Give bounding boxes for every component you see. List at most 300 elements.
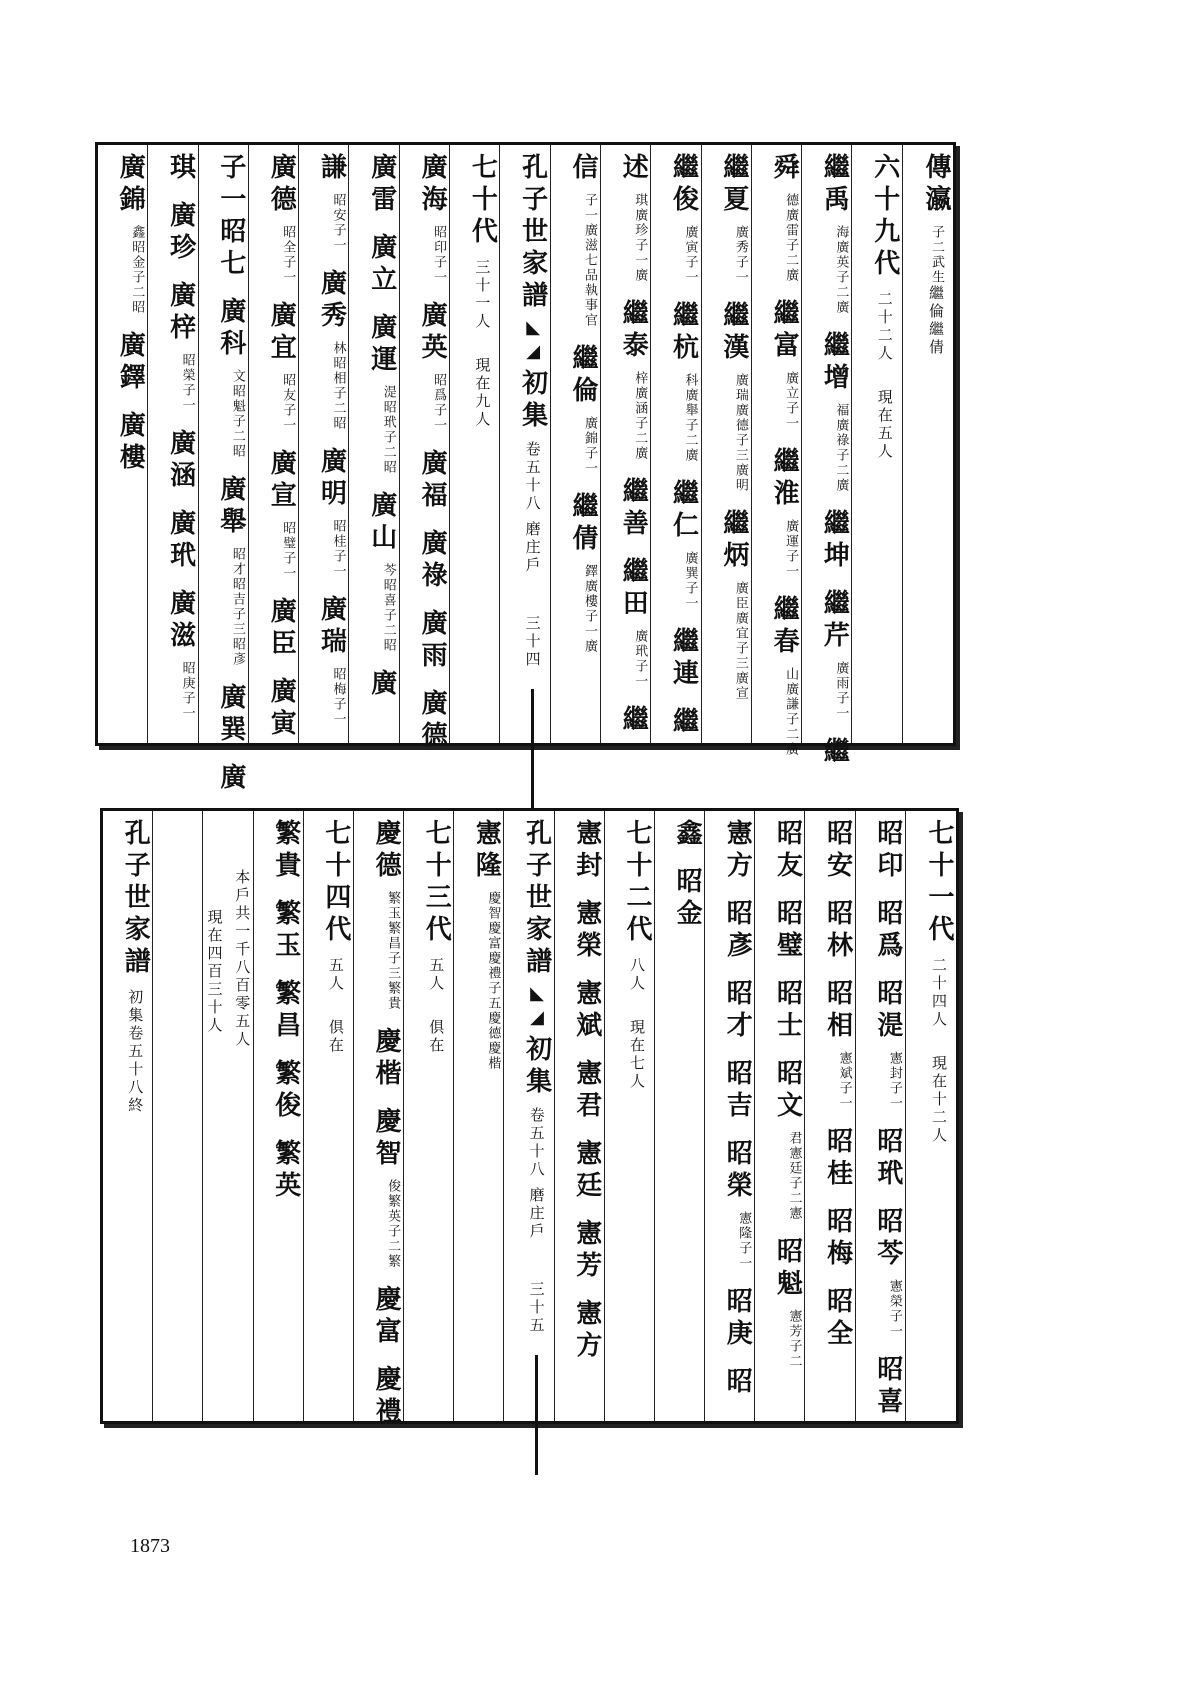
column [906, 811, 956, 1421]
gloss-note [783, 519, 797, 579]
name-entry: 廣雷 [366, 153, 397, 217]
gloss-note [683, 373, 697, 463]
column [903, 145, 953, 743]
name-cell [872, 899, 903, 963]
gloss-note [180, 353, 194, 413]
gloss-line: 子一 [732, 255, 748, 285]
name-entry: 昭芩 [872, 1207, 903, 1271]
name-entry: 廣寅 [266, 677, 297, 741]
column [453, 811, 504, 1421]
gloss-line: 廣瑞廣德 [732, 373, 748, 433]
column-text [907, 153, 949, 737]
column [353, 811, 404, 1429]
gloss-line: 芩昭喜 [380, 563, 396, 608]
name-entry: 昭湜 [872, 979, 903, 1043]
name-cell [270, 1059, 301, 1123]
name-cell [270, 979, 301, 1043]
gloss-note [582, 416, 596, 476]
gloss-line: 子二昭 [380, 430, 396, 475]
column-text [457, 819, 502, 1415]
name-cell [618, 705, 649, 737]
name-entry: 繼富 [769, 299, 800, 363]
name-cell [822, 899, 853, 963]
name-entry: 憲君 [571, 1059, 602, 1123]
gloss-line: 子二 [929, 225, 944, 255]
present-count: 俱在 [326, 1019, 345, 1055]
center-bar [531, 689, 534, 809]
name-entry: 繁貴 [270, 819, 301, 883]
name-cell [316, 595, 347, 727]
household-label: 磨庄戶 [523, 521, 542, 575]
name-entry: 慶楷 [371, 1027, 402, 1091]
column [654, 811, 705, 1421]
name-entry: 昭林 [822, 899, 853, 963]
name-cell [417, 449, 448, 513]
gloss-line: 子二昭 [330, 386, 346, 431]
gloss-line: 子一 [632, 659, 648, 689]
name-cell [417, 689, 448, 753]
name-cell [270, 1139, 301, 1203]
name-entry: 慶智 [371, 1107, 402, 1171]
generation-label: 七十二代 [621, 819, 652, 947]
column [102, 811, 153, 1421]
name-cell [266, 153, 297, 285]
name-cell [822, 1207, 853, 1271]
name-cell [316, 447, 347, 579]
column [751, 145, 802, 757]
name-entry: 廣祿 [417, 529, 448, 593]
name-entry: 昭梅 [822, 1207, 853, 1271]
gloss-line: 子一廣 [581, 609, 597, 654]
gloss-line: 子三昭彥 [229, 607, 245, 667]
name-cell [165, 509, 196, 573]
gloss-note [381, 563, 395, 653]
column [704, 811, 755, 1421]
name-cell [769, 595, 800, 757]
name-cell [366, 233, 397, 297]
gloss-line: 昭爲 [431, 373, 447, 403]
name-entry: 廣錦 [115, 153, 146, 217]
gloss-line: 子一 [280, 403, 296, 433]
name-entry: 繼禹 [819, 153, 850, 217]
name-cell [215, 475, 246, 667]
gloss-note [381, 385, 395, 475]
name-entry: 鑫 [672, 819, 703, 851]
gloss-line: 子一 [179, 691, 195, 721]
gloss-line: 子一廣滋 [581, 193, 597, 253]
column-text [307, 819, 349, 1415]
name-cell [571, 979, 602, 1043]
name-cell [115, 411, 146, 475]
gloss-note [331, 519, 345, 579]
gloss-line: 廣雨 [833, 661, 849, 691]
gloss-line: 廣運 [783, 519, 799, 549]
gloss-line: 廣寅 [682, 225, 698, 255]
gloss-note [633, 371, 647, 461]
column [650, 145, 701, 743]
column-text [403, 153, 448, 753]
name-cell [769, 447, 800, 579]
gloss-line: 廣玳 [632, 629, 648, 659]
gloss-line: 子三繁貴 [385, 951, 401, 1011]
name-cell [718, 509, 749, 701]
end-note: 初集卷五十八終 [126, 989, 145, 1115]
name-list: 繼倫繼倩 [927, 285, 945, 357]
column-text [101, 153, 146, 737]
gloss-line: 昭梅 [330, 667, 346, 697]
name-entry: 廣 [215, 763, 246, 795]
gloss-line: 琪廣珍 [632, 193, 648, 238]
gloss-note [787, 1309, 801, 1369]
collection-name: 初集 [517, 369, 548, 433]
name-cell [215, 763, 246, 795]
name-entry: 繼 [668, 707, 699, 739]
name-cell [769, 153, 800, 283]
leaf-number: 三十四 [523, 615, 542, 669]
name-entry: 述 [618, 153, 649, 185]
name-entry: 廣雨 [417, 609, 448, 673]
name-entry: 憲封 [571, 819, 602, 883]
gloss-note [783, 371, 797, 431]
name-entry: 憲榮 [571, 899, 602, 963]
column [851, 145, 902, 743]
gloss-line: 梓廣涵 [632, 371, 648, 416]
column [348, 145, 399, 743]
name-cell [872, 1127, 903, 1191]
name-entry: 繁英 [270, 1139, 301, 1203]
name-entry: 繁昌 [270, 979, 301, 1043]
gloss-line: 昭桂 [330, 519, 346, 549]
name-entry: 琪 [165, 153, 196, 185]
gloss-line: 子二廣 [833, 270, 849, 315]
column [754, 811, 805, 1421]
name-cell [571, 1059, 602, 1123]
gloss-note [837, 1051, 851, 1111]
gloss-note [331, 667, 345, 727]
gloss-note [787, 1131, 801, 1221]
column-text [859, 819, 903, 1419]
gloss-note [431, 225, 445, 285]
gloss-note [737, 1211, 751, 1271]
gloss-note [331, 341, 345, 431]
name-entry: 廣臣 [266, 597, 297, 661]
book-title: 孔子世家譜 [521, 819, 552, 979]
name-cell [471, 819, 502, 1071]
gloss-line: 子二憲 [786, 1176, 802, 1221]
gloss-line: 林昭相 [330, 341, 346, 386]
gloss-line: 福廣祿 [833, 403, 849, 448]
name-entry: 廣玳 [165, 509, 196, 573]
column [503, 811, 554, 1421]
name-entry: 廣立 [366, 233, 397, 297]
column-text [507, 819, 552, 1415]
gloss-line: 鐸廣樓 [581, 564, 597, 609]
name-cell [722, 1139, 753, 1271]
present-count: 現在七人 [627, 1019, 646, 1091]
name-cell [672, 867, 703, 931]
name-cell [371, 1285, 402, 1349]
column [403, 811, 454, 1421]
generation-label: 七十一代 [924, 819, 954, 947]
name-entry: 繼 [618, 705, 649, 737]
name-entry: 昭璧 [772, 899, 803, 963]
gloss-line: 廣立 [783, 371, 799, 401]
name-cell [165, 201, 196, 265]
column [604, 811, 655, 1421]
name-entry: 廣巽 [215, 683, 246, 747]
name-cell [115, 331, 146, 395]
name-entry: 憲隆 [471, 819, 502, 883]
name-cell [266, 677, 297, 741]
gloss-note [582, 193, 596, 328]
name-entry: 廣瑞 [316, 595, 347, 659]
name-entry: 廣珍 [165, 201, 196, 265]
name-entry: 繼炳 [718, 509, 749, 573]
leaf-number: 三十五 [527, 1281, 546, 1335]
column-text [558, 819, 600, 1415]
name-entry: 憲方 [722, 819, 753, 883]
name-entry: 舜 [769, 153, 800, 185]
column-text [758, 819, 803, 1415]
gloss-line: 子二繁 [385, 1224, 401, 1269]
name-cell [718, 301, 749, 493]
name-cell [571, 819, 602, 883]
name-cell [772, 819, 803, 883]
gloss-line: 子一 [431, 403, 447, 433]
gloss-line: 憲芳 [786, 1309, 802, 1339]
name-cell [668, 479, 699, 611]
name-cell [266, 597, 297, 661]
name-entry: 昭魁 [772, 1237, 803, 1301]
name-cell [772, 1059, 803, 1221]
name-cell [165, 281, 196, 413]
name-cell [571, 1139, 602, 1203]
name-entry: 昭吉 [722, 1059, 753, 1123]
gloss-line: 文昭魁 [229, 369, 245, 414]
name-cell [366, 313, 397, 475]
gloss-note [331, 193, 345, 253]
present-count: 現在五人 [875, 389, 894, 461]
column-text [257, 819, 299, 1415]
gloss-note [281, 521, 295, 581]
gloss-line: 子五慶德慶楷 [485, 981, 501, 1071]
gloss-note [633, 193, 647, 283]
name-entry: 繁玉 [270, 899, 301, 963]
gloss-line: 廣秀 [732, 225, 748, 255]
name-entry: 慶禮 [371, 1365, 402, 1429]
column-text [855, 153, 900, 737]
name-entry: 昭金 [672, 867, 703, 931]
column-text [708, 819, 753, 1415]
column [499, 145, 550, 743]
gloss-line: 繁玉繁昌 [385, 891, 401, 951]
column-text [453, 153, 498, 737]
name-entry: 廣德 [417, 689, 448, 753]
gloss-line: 俊繁英 [385, 1179, 401, 1224]
name-cell [822, 819, 853, 883]
name-entry: 廣運 [366, 313, 397, 377]
gloss-line: 子一 [330, 223, 346, 253]
name-cell [819, 509, 850, 573]
gloss-note [281, 373, 295, 433]
name-cell [822, 1127, 853, 1191]
gloss-line: 昭庚 [179, 661, 195, 691]
column-text [910, 819, 952, 1415]
fish-tail-mark: ◣◢ [526, 983, 548, 1031]
name-cell [567, 344, 598, 476]
gloss-line: 子一 [783, 401, 799, 431]
gloss-note [281, 225, 295, 285]
gloss-note [887, 1279, 901, 1339]
name-entry: 繼漢 [718, 301, 749, 365]
name-entry: 昭榮 [722, 1139, 753, 1203]
gloss-note [733, 225, 747, 285]
name-cell [668, 301, 699, 463]
generation-count: 二十四人 [930, 957, 948, 1029]
name-entry: 廣海 [417, 153, 448, 217]
gloss-line: 昭才昭吉 [229, 547, 245, 607]
gloss-line: 子一 [431, 255, 447, 285]
gloss-line: 德廣雷 [783, 193, 799, 238]
name-cell [266, 301, 297, 433]
generation-count: 三十一人 [473, 259, 492, 331]
column-text [352, 153, 397, 737]
name-entry: 繼倩 [567, 492, 598, 556]
column [801, 145, 852, 769]
name-cell [366, 153, 397, 217]
gloss-line: 鑫昭金 [129, 225, 145, 270]
name-cell [722, 1059, 753, 1123]
name-entry: 昭 [722, 1367, 753, 1399]
gloss-line: 子三廣宣 [732, 641, 748, 701]
present-count: 現在十二人 [930, 1055, 948, 1145]
gloss-note [733, 581, 747, 701]
generation-label: 七十三代 [421, 819, 452, 947]
name-cell [270, 899, 301, 963]
gloss-note [834, 661, 848, 721]
gloss-line: 武生 [929, 255, 944, 285]
gloss-line: 科廣舉 [682, 373, 698, 418]
gloss-note [130, 225, 144, 315]
name-entry: 廣山 [366, 491, 397, 555]
name-entry: 繼春 [769, 595, 800, 659]
name-entry: 廣宜 [266, 301, 297, 365]
column [248, 145, 299, 743]
gloss-line: 子一 [833, 691, 849, 721]
column-text [654, 153, 699, 739]
column-text [156, 819, 198, 1415]
name-cell [215, 683, 246, 747]
gloss-line: 子一 [179, 383, 195, 413]
name-entry: 繼善 [618, 477, 649, 541]
name-entry: 昭才 [722, 979, 753, 1043]
name-cell [872, 979, 903, 1111]
gloss-note [385, 891, 399, 1011]
name-entry: 謙 [316, 153, 347, 185]
gloss-line: 子一 [783, 549, 799, 579]
gloss-line: 子一 [886, 1081, 902, 1111]
name-cell [772, 979, 803, 1043]
name-entry: 昭全 [822, 1287, 853, 1351]
gloss-line: 子一 [280, 551, 296, 581]
gloss-line: 昭印 [431, 225, 447, 255]
gloss-line: 子二昭 [129, 270, 145, 315]
gloss-line: 昭友 [280, 373, 296, 403]
column-text [151, 153, 196, 737]
gloss-line: 子二廣 [833, 448, 849, 493]
column [449, 145, 500, 743]
name-cell [772, 1237, 803, 1369]
name-entry: 廣宣 [266, 449, 297, 513]
gloss-line: 廣巽 [682, 551, 698, 581]
name-entry: 昭士 [772, 979, 803, 1043]
name-cell [668, 707, 699, 739]
column-text [604, 153, 649, 737]
name-cell [165, 153, 196, 185]
bottom-page-panel [100, 808, 959, 1429]
name-cell [165, 429, 196, 493]
name-entry: 繼田 [618, 557, 649, 621]
name-entry: 繼連 [668, 627, 699, 691]
gloss-note [431, 373, 445, 433]
name-entry: 廣 [366, 669, 397, 701]
name-entry: 昭相 [822, 979, 853, 1043]
name-entry: 憲廷 [571, 1139, 602, 1203]
column [97, 145, 148, 743]
generation-label: 七十四代 [320, 819, 351, 947]
name-cell [618, 477, 649, 541]
name-cell [872, 1355, 903, 1419]
column-text [705, 153, 747, 737]
name-cell [772, 899, 803, 963]
gloss-note [834, 225, 848, 315]
name-cell [668, 627, 699, 691]
name-cell [618, 153, 649, 283]
name-entry: 昭彥 [722, 899, 753, 963]
name-cell [819, 737, 850, 769]
name-entry: 昭庚 [722, 1287, 753, 1351]
name-entry: 繼夏 [718, 153, 749, 217]
column [804, 811, 855, 1421]
generation-count: 二十二人 [875, 291, 894, 363]
gloss-note [733, 373, 747, 493]
name-cell [266, 449, 297, 581]
collection-name: 初集 [521, 1035, 552, 1099]
gloss-line: 子一 [330, 549, 346, 579]
name-entry: 繁俊 [270, 1059, 301, 1123]
name-cell [215, 153, 246, 281]
name-entry: 繼仁 [668, 479, 699, 543]
column-text [755, 153, 800, 757]
name-entry: 繼俊 [668, 153, 699, 217]
name-cell [722, 819, 753, 883]
name-entry: 繼倫 [567, 344, 598, 408]
name-cell [722, 1367, 753, 1399]
name-cell [722, 899, 753, 963]
name-entry: 憲方 [571, 1299, 602, 1363]
name-cell [366, 491, 397, 653]
column [303, 811, 354, 1421]
top-page-panel [95, 142, 956, 795]
column [202, 811, 253, 1421]
name-entry: 廣明 [316, 447, 347, 511]
name-cell [872, 1207, 903, 1339]
gloss-note [783, 193, 797, 283]
name-cell [417, 153, 448, 285]
name-entry: 憲斌 [571, 979, 602, 1043]
column [152, 811, 203, 1421]
name-entry: 廣鐸 [115, 331, 146, 395]
